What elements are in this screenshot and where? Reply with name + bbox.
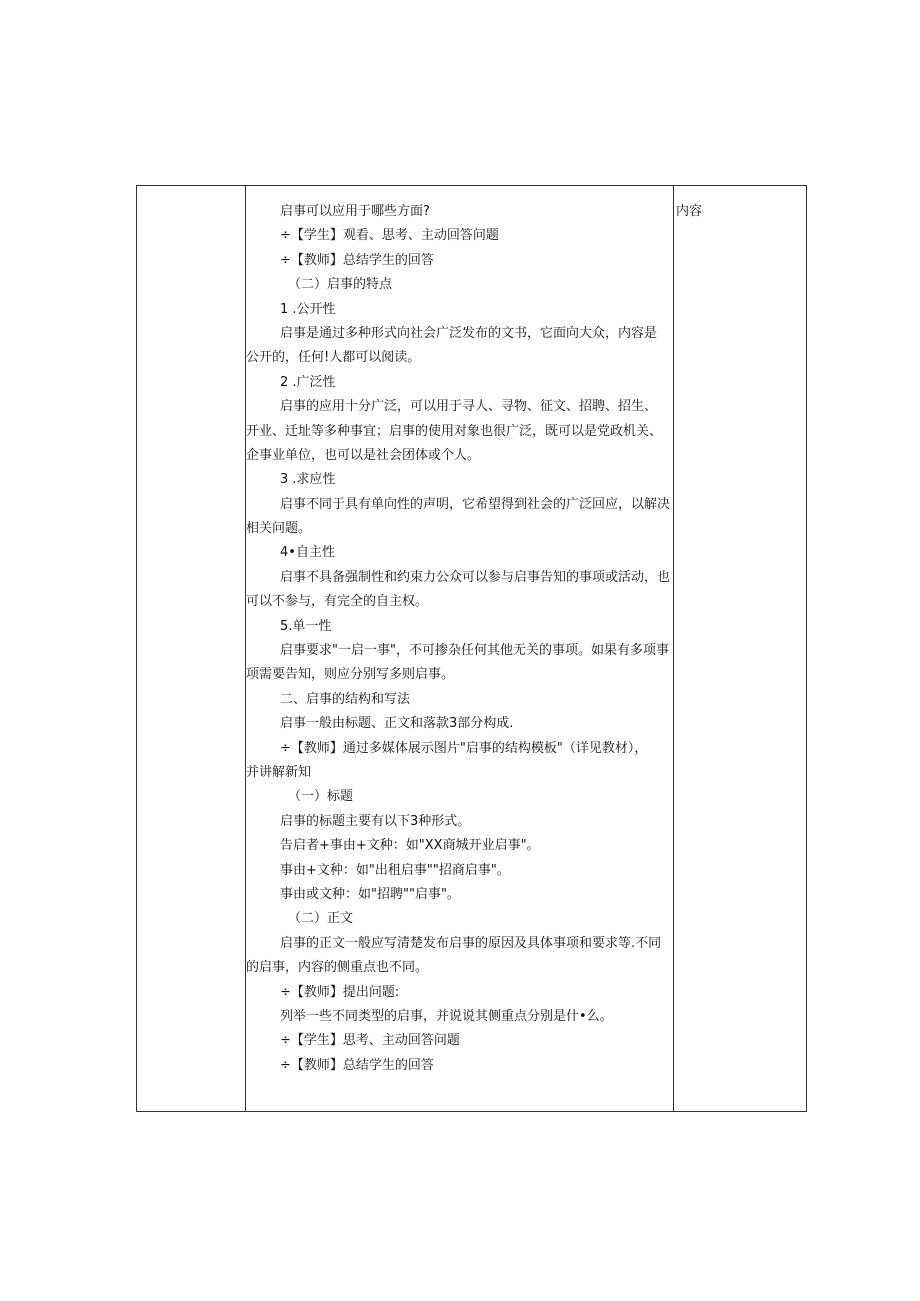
content-line: 启事不同于具有单向性的声明，它希望得到社会的广泛回应，以解决 <box>280 496 671 512</box>
content-line: ÷【教师】总结学生的回答 <box>280 252 434 268</box>
content-line: ÷【教师】提出问题: <box>280 984 400 1000</box>
content-line: （一）标题 <box>288 789 354 805</box>
content-line: （二）启事的特点 <box>288 277 393 293</box>
content-line: 启事的标题主要有以下3种形式。 <box>280 813 471 829</box>
content-line: 开业、迁址等多种事宜；启事的使用对象也很广泛，既可以是党政机关、 <box>246 423 663 439</box>
content-line: 启事可以应用于哪些方面? <box>280 204 430 219</box>
content-line: 列举一些不同类型的启事，并说说其侧重点分别是什•么。 <box>280 1008 613 1024</box>
content-line: 1 .公开性 <box>280 301 336 317</box>
content-line: 公开的，任何!人都可以阅读。 <box>246 350 421 366</box>
side-label: 内容 <box>676 204 703 219</box>
content-lines <box>246 200 673 1078</box>
content-line: 项需要告知，则应分别写多则启事。 <box>246 667 455 683</box>
content-line: 2 .广泛性 <box>280 374 336 390</box>
right-column-cell <box>674 186 807 1112</box>
content-line: 告启者+事由+文种：如"XX商城开业启事"。 <box>280 838 540 854</box>
content-line: ÷【学生】观看、思考、主动回答问题 <box>280 228 499 244</box>
content-line: ÷【教师】总结学生的回答 <box>280 1057 434 1073</box>
content-line: （二）正文 <box>288 911 354 927</box>
content-line: 启事是通过多种形式向社会广泛发布的文书，它面向大众，内容是 <box>280 325 658 341</box>
content-line: ÷【学生】思考、主动回答问题 <box>280 1033 460 1049</box>
content-line: 启事一般由标题、正文和落款3部分构成. <box>280 716 514 732</box>
content-line: 启事要求"一启一事"，不可掺杂任何其他无关的事项。如果有多项事 <box>280 643 669 659</box>
content-line: 3 .求应性 <box>280 472 336 488</box>
content-line: 企事业单位，也可以是社会团体或个人。 <box>246 447 481 463</box>
content-line: 的启事，内容的侧重点也不同。 <box>246 960 429 976</box>
content-line: 启事的应用十分广泛，可以用于寻人、寻物、征文、招聘、招生、 <box>280 399 658 415</box>
content-line: 事由或文种：如"招聘""启事"。 <box>280 886 460 902</box>
content-line: 二、启事的结构和写法 <box>280 691 411 707</box>
content-line: 4•自主性 <box>280 545 335 561</box>
content-line: 事由+文种：如"出租启事""招商启事"。 <box>280 862 510 878</box>
content-line: 相关问题。 <box>246 521 312 537</box>
lesson-table <box>136 185 807 1112</box>
content-line: 可以不参与，有完全的自主权。 <box>246 594 429 610</box>
content-line: 5.单一性 <box>280 618 332 634</box>
content-line: 并讲解新知 <box>246 764 312 780</box>
content-line: ÷【教师】通过多媒体展示图片"启事的结构模板"（详见教材）， <box>280 740 648 756</box>
content-column-cell <box>246 186 674 1112</box>
content-line: 启事不具备强制性和约束力公众可以参与启事告知的事项或活动，也 <box>280 569 671 585</box>
content-line: 启事的正文一般应写清楚发布启事的原因及具体事项和要求等.不同 <box>280 935 662 951</box>
left-column-cell <box>137 186 246 1112</box>
